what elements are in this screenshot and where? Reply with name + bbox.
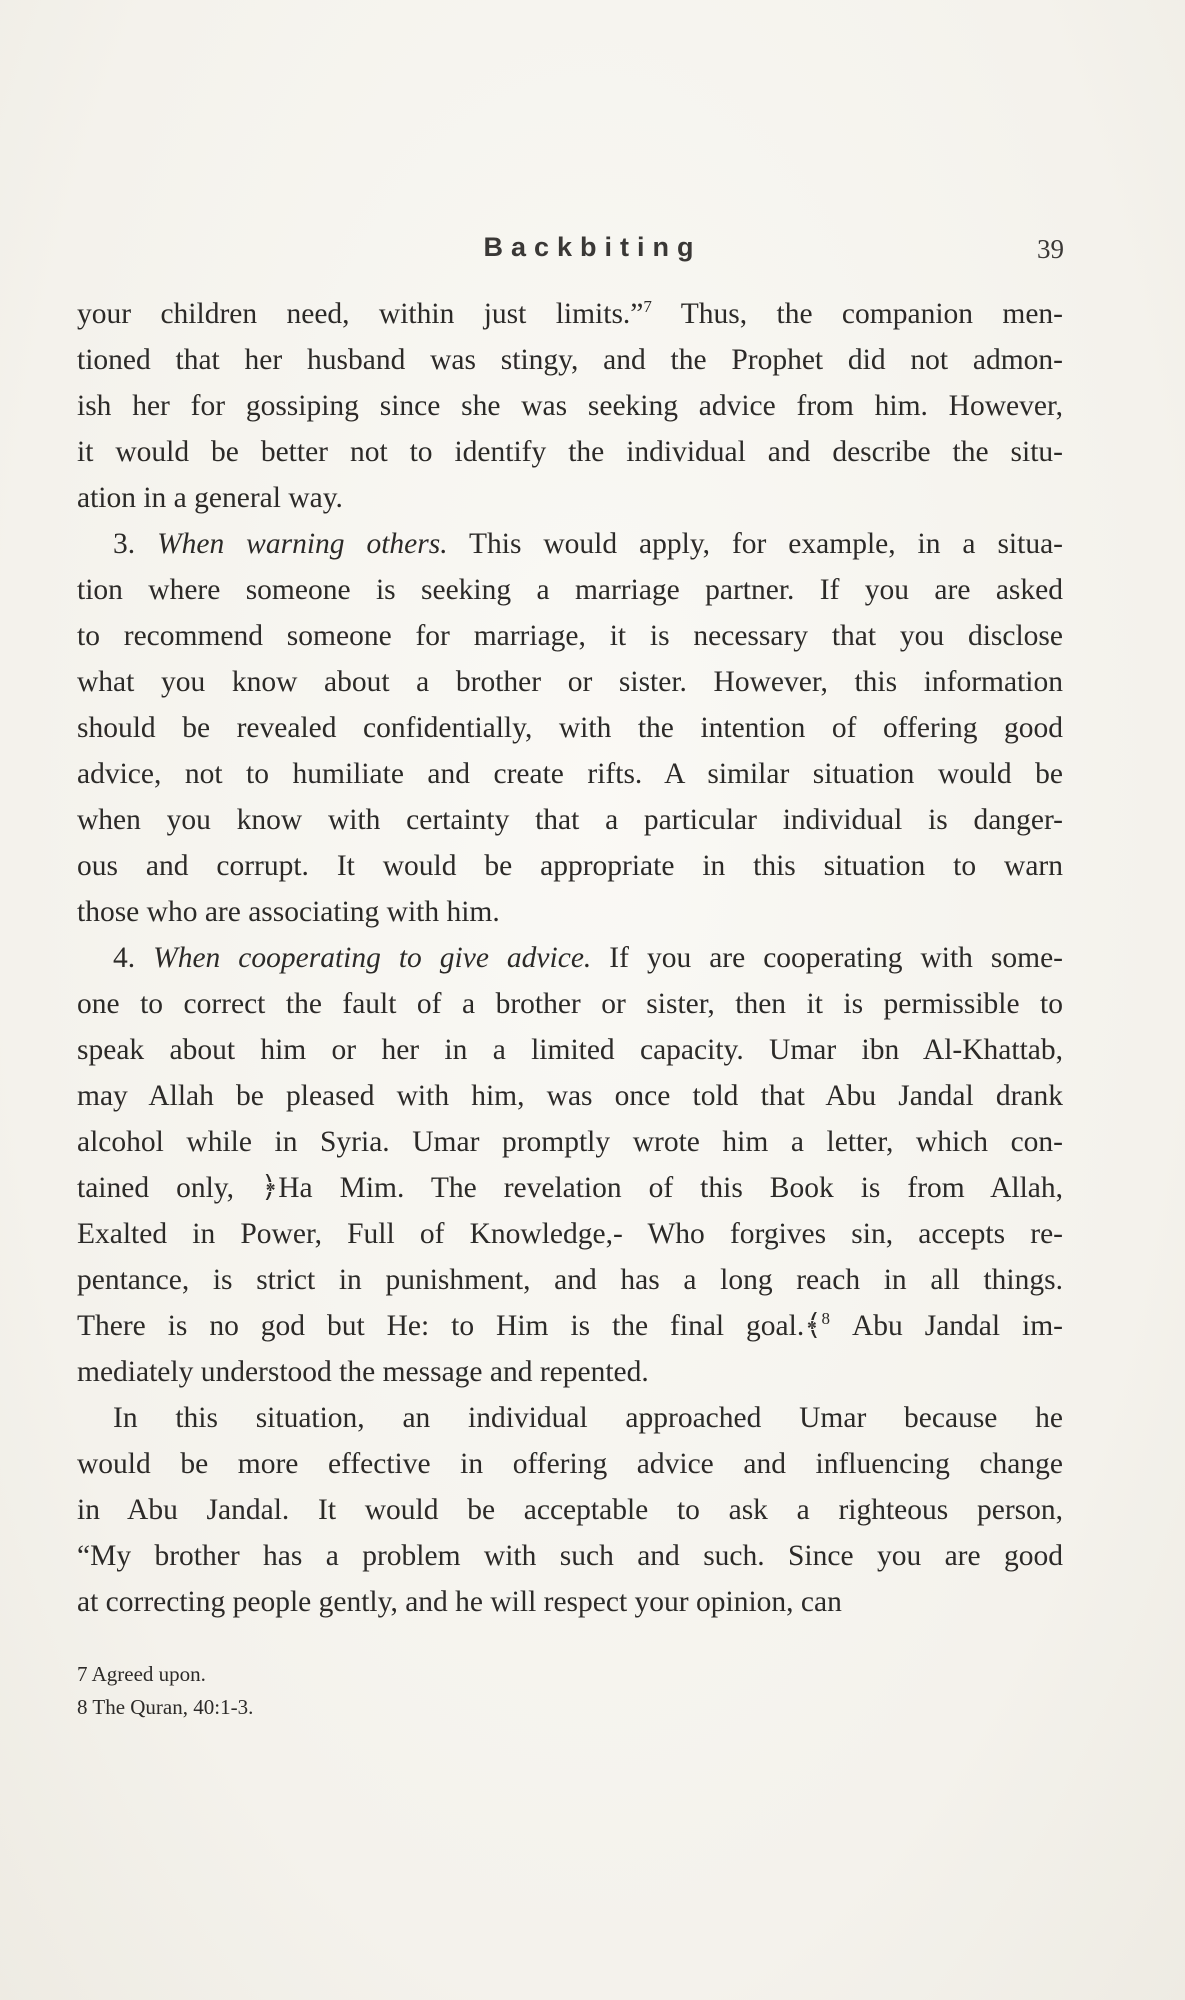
footnote-7: 7 Agreed upon. <box>77 1662 206 1686</box>
text-line <box>77 1257 1063 1303</box>
text-line <box>77 1487 1063 1533</box>
text-run: in Abu Jandal. It would be acceptable to ask a righteous person, <box>77 1494 1063 1526</box>
text-run: your children need, within just limits.” <box>77 298 644 330</box>
italic-run: When cooperating to give advice. <box>153 942 592 974</box>
text-line <box>77 751 1063 797</box>
text-line <box>77 1119 1063 1165</box>
text-run: may Allah be pleased with him, was once told that Abu Jandal drank <box>77 1080 1063 1112</box>
text-line <box>77 1211 1063 1257</box>
text-run: Abu Jandal im- <box>830 1310 1063 1342</box>
footnote-marker: 7 <box>643 297 652 317</box>
footnote-8: 8 The Quran, 40:1-3. <box>77 1695 254 1719</box>
text-line <box>77 1441 1063 1487</box>
text-run: tioned that her husband was stingy, and the Prophet did not admon- <box>77 344 1063 376</box>
text-run: one to correct the fault of a brother or sister, then it is permissible to <box>77 988 1063 1020</box>
text-line <box>77 429 1063 475</box>
page-number: 39 <box>1037 234 1064 264</box>
text-run: “My brother has a problem with such and such. Since you are good <box>77 1540 1063 1572</box>
text-run: would be more effective in offering advice and influencing change <box>77 1448 1063 1480</box>
text-run: should be revealed confidentially, with the intention of offering good <box>77 712 1063 744</box>
text-line <box>77 1073 1063 1119</box>
text-line <box>77 1027 1063 1073</box>
text-line <box>77 797 1063 843</box>
text-line <box>77 521 1063 567</box>
text-line <box>77 1165 1063 1211</box>
text-line <box>77 705 1063 751</box>
text-run: Exalted in Power, Full of Knowledge,- Who forgives sin, accepts re- <box>77 1218 1063 1250</box>
italic-run: When warning others. <box>157 528 448 560</box>
text-run: Thus, the companion men- <box>651 298 1063 330</box>
text-run: This would apply, for example, in a situa- <box>447 528 1063 560</box>
text-run: tion where someone is seeking a marriage partner. If you are asked <box>77 574 1063 606</box>
text-line <box>77 981 1063 1027</box>
text-run: mediately understood the message and repented. <box>77 1356 649 1388</box>
text-run: ous and corrupt. It would be appropriate in this situation to warn <box>77 850 1063 882</box>
text-line <box>77 935 1063 981</box>
text-run: ation in a general way. <box>77 482 343 514</box>
text-line <box>77 567 1063 613</box>
running-head <box>0 232 1185 272</box>
text-run: to recommend someone for marriage, it is necessary that you disclose <box>77 620 1063 652</box>
text-run: at correcting people gently, and he will respect your opinion, can <box>77 1586 842 1618</box>
text-line <box>77 1303 1063 1349</box>
text-line <box>77 1533 1063 1579</box>
body-text <box>77 291 1063 1625</box>
text-run: 3. <box>113 528 158 560</box>
text-run: In this situation, an individual approached Umar because he <box>113 1402 1063 1434</box>
text-run: alcohol while in Syria. Umar promptly wrote him a letter, which con- <box>77 1126 1063 1158</box>
text-run: when you know with certainty that a particular individual is danger- <box>77 804 1063 836</box>
footnote-marker: 8 <box>821 1309 831 1329</box>
text-run: advice, not to humiliate and create rifts. A similar situation would be <box>77 758 1063 790</box>
text-run: those who are associating with him. <box>77 896 500 928</box>
text-line <box>77 1579 1063 1625</box>
text-line <box>77 383 1063 429</box>
text-line <box>77 291 1063 337</box>
text-run: tained only, ﴿Ha Mim. The revelation of this Book is from Allah, <box>77 1172 1063 1204</box>
text-run: pentance, is strict in punishment, and has a long reach in all things. <box>77 1264 1063 1296</box>
text-run: what you know about a brother or sister. However, this information <box>77 666 1063 698</box>
text-line <box>77 1349 1063 1395</box>
text-run: If you are cooperating with some- <box>591 942 1063 974</box>
text-run: ish her for gossiping since she was seeking advice from him. However, <box>77 390 1063 422</box>
footnotes <box>77 1658 677 1724</box>
text-run: 4. <box>113 942 154 974</box>
text-line <box>77 337 1063 383</box>
text-line <box>77 843 1063 889</box>
text-line <box>77 475 1063 521</box>
text-line <box>77 659 1063 705</box>
text-run: speak about him or her in a limited capacity. Umar ibn Al-Khattab, <box>77 1034 1063 1066</box>
text-run: it would be better not to identify the individual and describe the situ- <box>77 436 1063 468</box>
text-line <box>77 889 1063 935</box>
running-title: Backbiting <box>483 232 702 262</box>
text-line <box>77 613 1063 659</box>
text-line <box>77 1395 1063 1441</box>
text-run: There is no god but He: to Him is the final goal.﴾ <box>77 1310 822 1342</box>
